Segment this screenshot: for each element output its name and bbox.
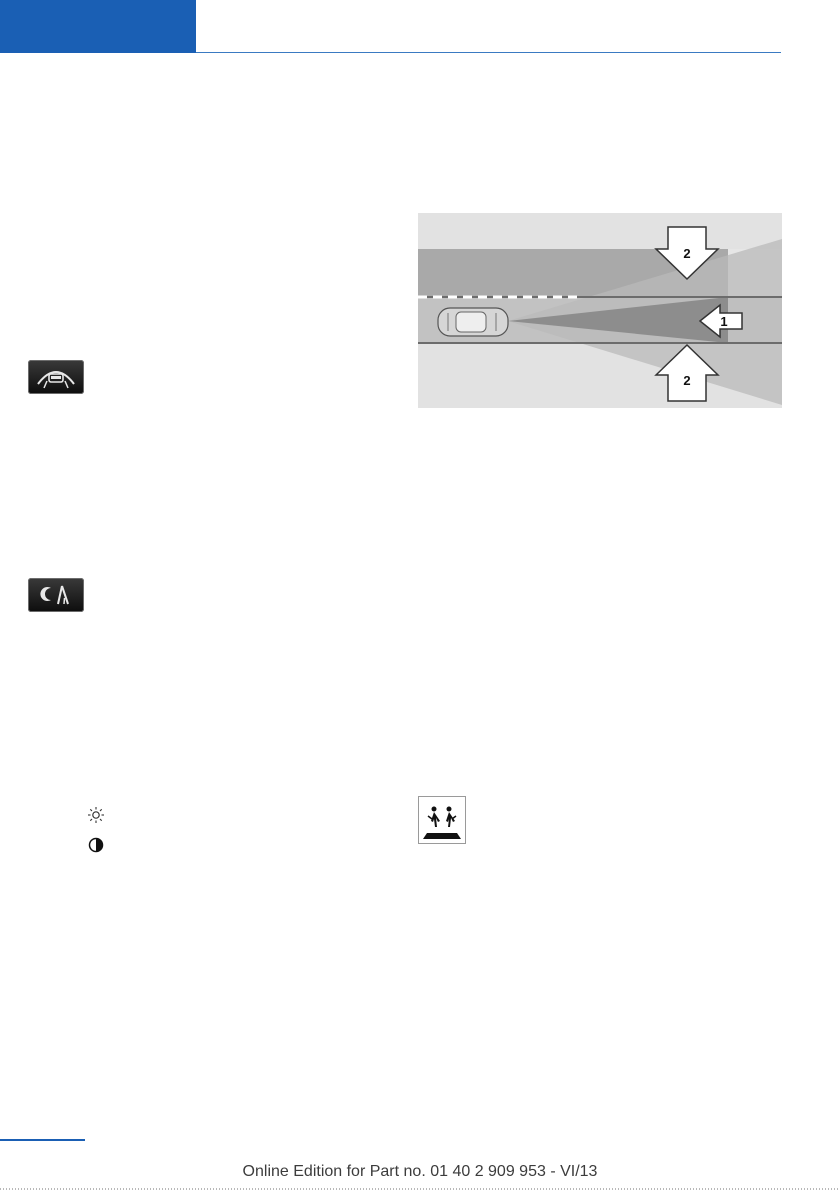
diagram-label-2-bottom: 2 bbox=[683, 373, 691, 388]
night-vision-icon bbox=[28, 578, 84, 612]
pedestrian-warning-icon bbox=[418, 796, 466, 844]
car-icon bbox=[438, 308, 508, 336]
chapter-tab bbox=[0, 0, 196, 53]
diagram-label-1: 1 bbox=[720, 314, 728, 329]
footer-edition-text: Online Edition for Part no. 01 40 2 909 953 - VI/13 bbox=[242, 1163, 598, 1180]
footer-rule bbox=[0, 1139, 85, 1141]
diagram-label-2-top: 2 bbox=[683, 246, 691, 261]
header-rule bbox=[196, 52, 781, 53]
lane-camera-icon bbox=[28, 360, 84, 394]
footer-dotted-line bbox=[0, 1188, 840, 1190]
camera-range-diagram bbox=[418, 213, 782, 408]
brightness-sun-icon bbox=[87, 806, 105, 824]
contrast-half-circle-icon bbox=[87, 836, 105, 854]
